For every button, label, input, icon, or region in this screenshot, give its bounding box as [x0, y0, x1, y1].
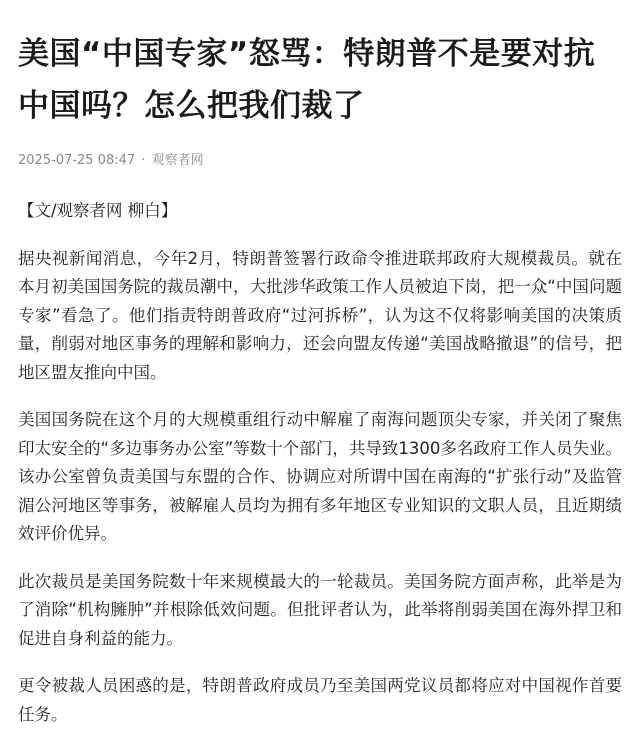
paragraph-1: 据央视新闻消息，今年2月，特朗普签署行政命令推进联邦政府大规模裁员。就在本月初美国国务院的裁员潮中，大批涉华政策工作人员被迫下岗，把一众“中国问题专家”看急了。他们指责特朗普政府“过河拆桥”，认为这不仅将影响美国的决策质量，削弱对地区事务的理解和影响力，还会向盟友传递“美国战略撤退”的信号，把地区盟友推向中国。 — [18, 248, 622, 382]
publish-date: 2025-07-25 08:47 — [18, 153, 136, 168]
paragraph-3: 此次裁员是美国务院数十年来规模最大的一轮裁员。美国务院方面声称，此举是为了消除“机构臃肿”并根除低效问题。但批评者认为，此举将削弱美国在海外捍卫和促进自身利益的能力。 — [18, 571, 622, 648]
article-meta — [18, 152, 622, 170]
source-name: 观察者网 — [151, 153, 204, 168]
meta-separator: · — [141, 153, 146, 168]
byline: 【文/观察者网 柳白】 — [18, 201, 178, 220]
paragraph-2: 美国国务院在这个月的大规模重组行动中解雇了南海问题顶尖专家，并关闭了聚焦印太安全的“多边事务办公室”等数十个部门，共导致1300多名政府工作人员失业。该办公室曾负责美国与东盟的合作、协调应对所谓中国在南海的“扩张行动”及监管湄公河地区等事务，被解雇人员均为拥有多年地区专业知识的文职人员，且近期绩效评价优异。 — [18, 410, 622, 543]
paragraph-4: 更令被裁人员困惑的是，特朗普政府成员乃至美国两党议员都将应对中国视作首要任务。 — [18, 676, 622, 724]
article-title: 美国“中国专家”怒骂：特朗普不是要对抗中国吗？怎么把我们裁了 — [18, 36, 596, 124]
article-body — [18, 197, 622, 729]
